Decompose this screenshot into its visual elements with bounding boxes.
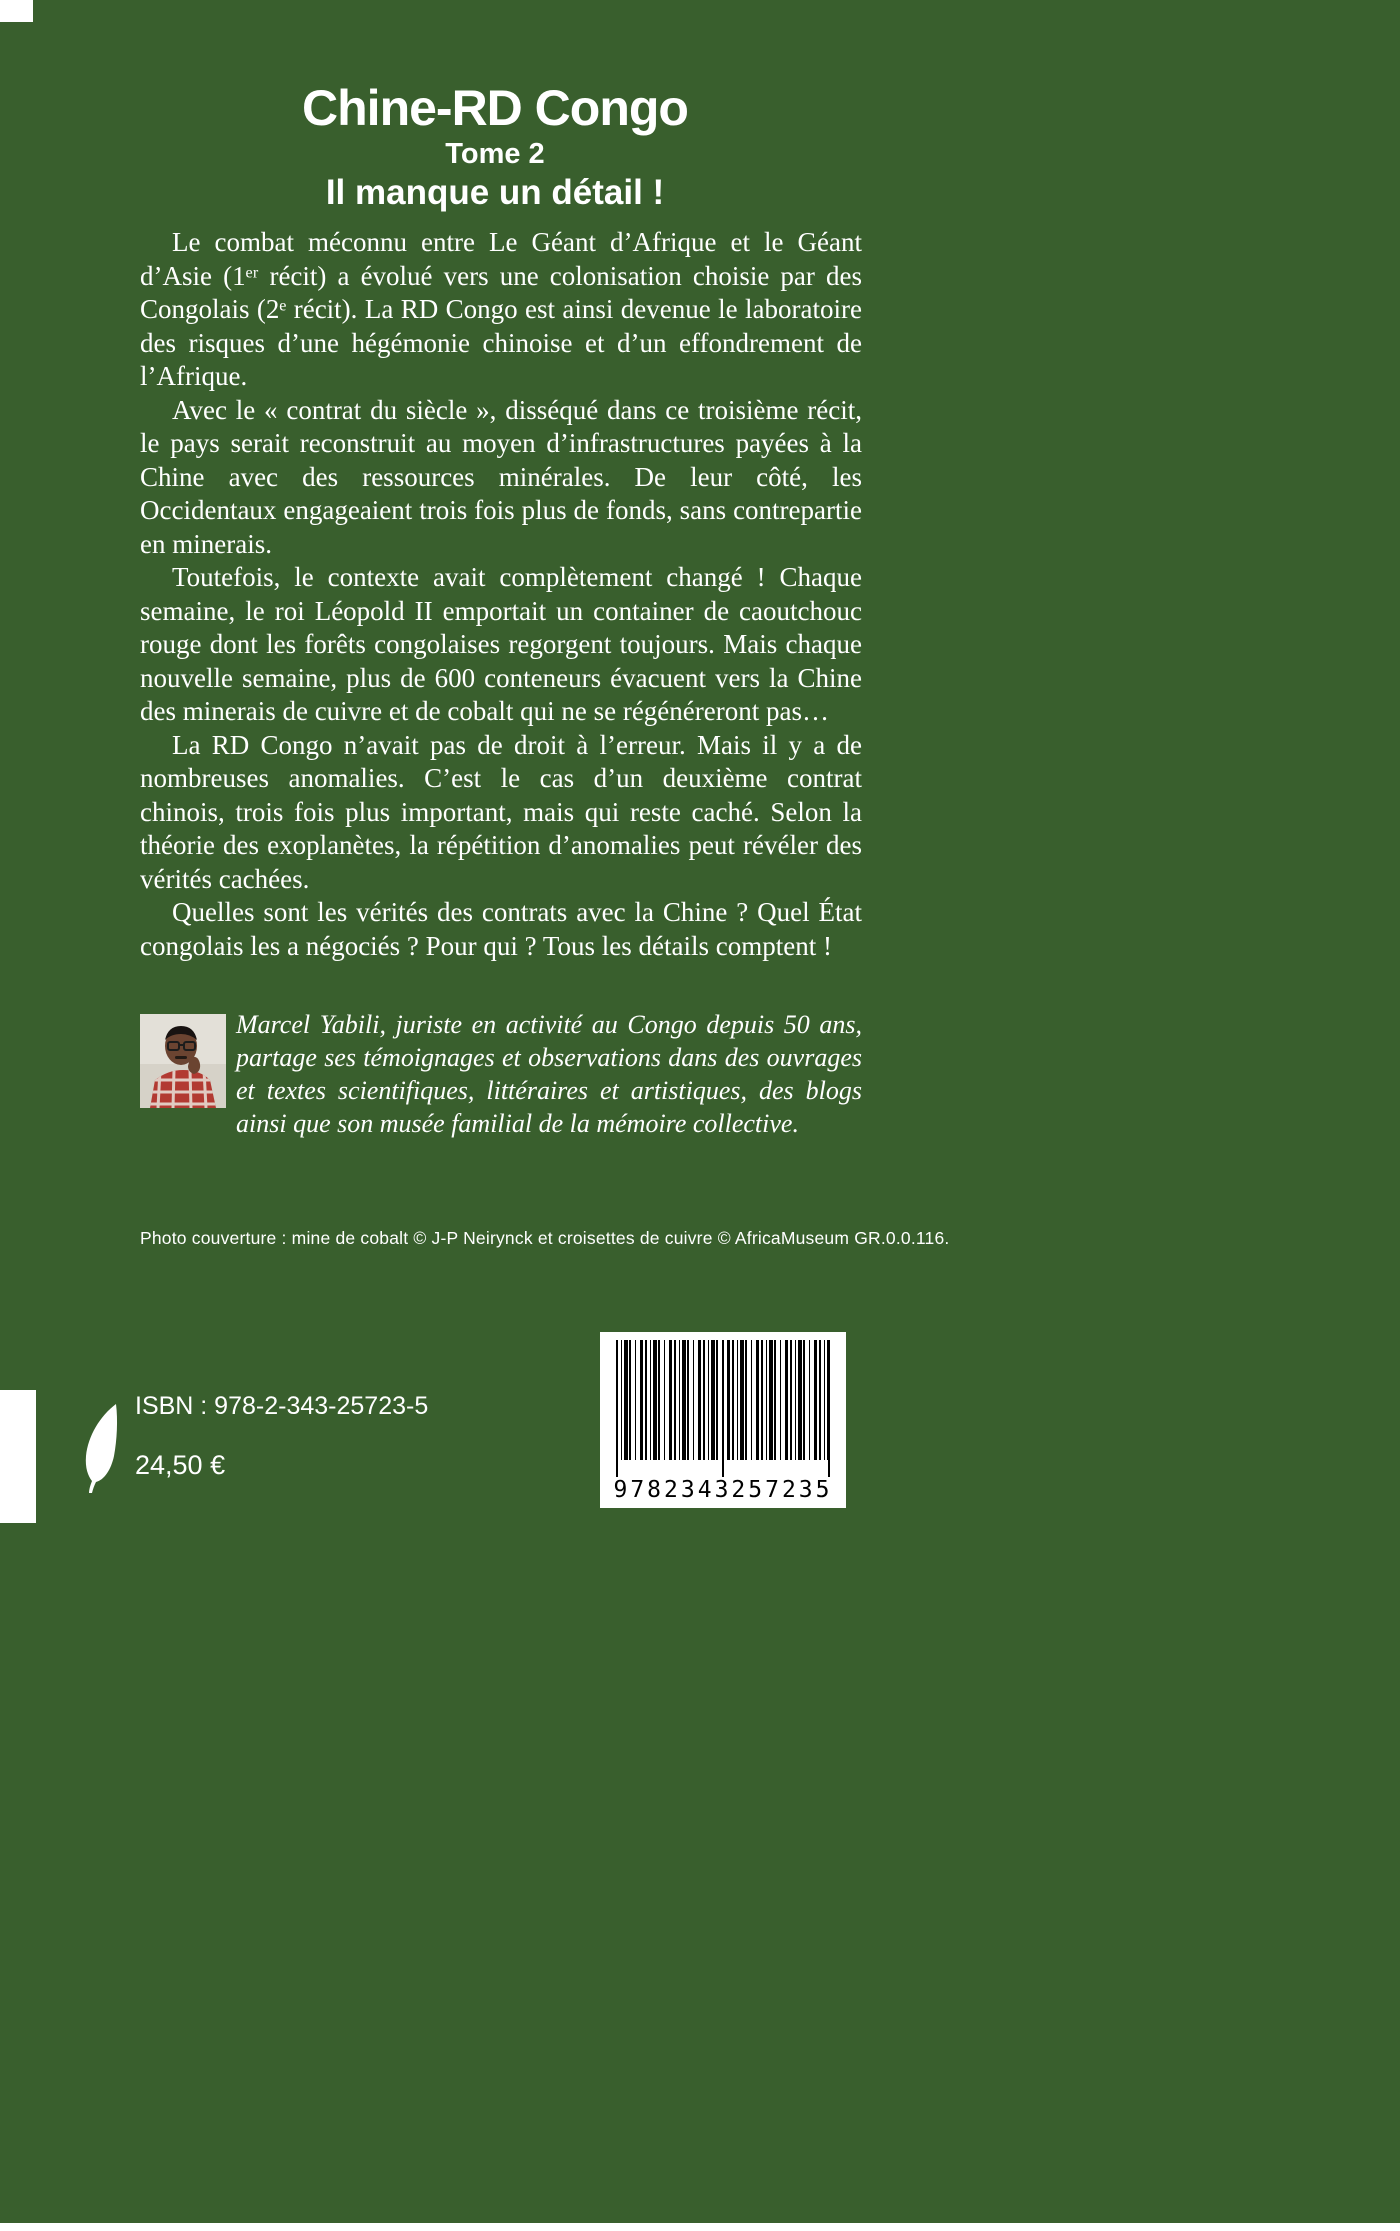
book-title: Chine-RD Congo — [302, 80, 688, 136]
price-text: 24,50 € — [135, 1450, 226, 1480]
barcode — [600, 1332, 846, 1508]
publisher-feather-icon — [80, 1402, 126, 1494]
book-subtitle: Il manque un détail ! — [325, 173, 665, 212]
synopsis-paragraph-5: Quelles sont les vérités des contrats avec la Chine ? Quel État congolais les a négociés ? Pour qui ? Tous les détails comptent ! — [140, 897, 862, 961]
isbn-text: ISBN : 978-2-343-25723-5 — [135, 1392, 429, 1420]
barcode-number: 9782343257235 — [600, 1477, 846, 1503]
book-tome: Tome 2 — [445, 138, 545, 170]
title-block — [130, 80, 860, 213]
synopsis-paragraph-2: Avec le « contrat du siècle », disséqué dans ce troisième récit, le pays serait reconstruit au moyen d’infrastructures payées à la Chine avec des ressources minérales. De leur côté, les Occidentaux engageaient trois fois plus de fonds, sans contrepartie en minerais. — [140, 394, 862, 559]
scan-edge-top-left — [0, 0, 33, 22]
synopsis-paragraph-4: La RD Congo n’avait pas de droit à l’erreur. Mais il y a de nombreuses anomalies. C’est le cas d’un deuxième contrat chinois, trois fois plus important, mais qui reste caché. Selon la théorie des exoplanètes, la répétition d’anomalies peut révéler des vérités cachées. — [140, 729, 862, 894]
author-portrait-photo — [140, 1014, 226, 1108]
author-bio: Marcel Yabili, juriste en activité au Congo depuis 50 ans, partage ses témoignages et observations dans des ouvrages et textes scientifiques, littéraires et artistiques, des blogs ainsi que son musée familial de la mémoire collective. — [236, 1010, 862, 1138]
synopsis — [140, 226, 862, 963]
photo-credit: Photo couverture : mine de cobalt © J-P Neirynck et croisettes de cuivre © AfricaMuseum GR.0.0.116. — [140, 1228, 950, 1248]
barcode-guard-left — [616, 1340, 618, 1480]
barcode-guard-middle — [722, 1340, 724, 1480]
barcode-guard-right — [828, 1340, 830, 1480]
author-section — [140, 1008, 862, 1140]
synopsis-paragraph-3: Toutefois, le contexte avait complètement changé ! Chaque semaine, le roi Léopold II emportait un container de caoutchouc rouge dont les forêts congolaises regorgent toujours. Mais chaque nouvelle semaine, plus de 600 conteneurs évacuent vers la Chine des minerais de cuivre et de cobalt qui ne se régénéreront pas… — [140, 562, 862, 726]
scan-edge-left — [0, 1390, 36, 1523]
scan-edge-bottom — [0, 2223, 1400, 2231]
synopsis-paragraph-1: Le combat méconnu entre Le Géant d’Afrique et le Géant d’Asie (1ᵉʳ récit) a évolué vers une colonisation choisie par des Congolais (2ᵉ récit). La RD Congo est ainsi devenue le laboratoire des risques d’une hégémonie chinoise et d’un effondrement de l’Afrique. — [140, 227, 862, 391]
